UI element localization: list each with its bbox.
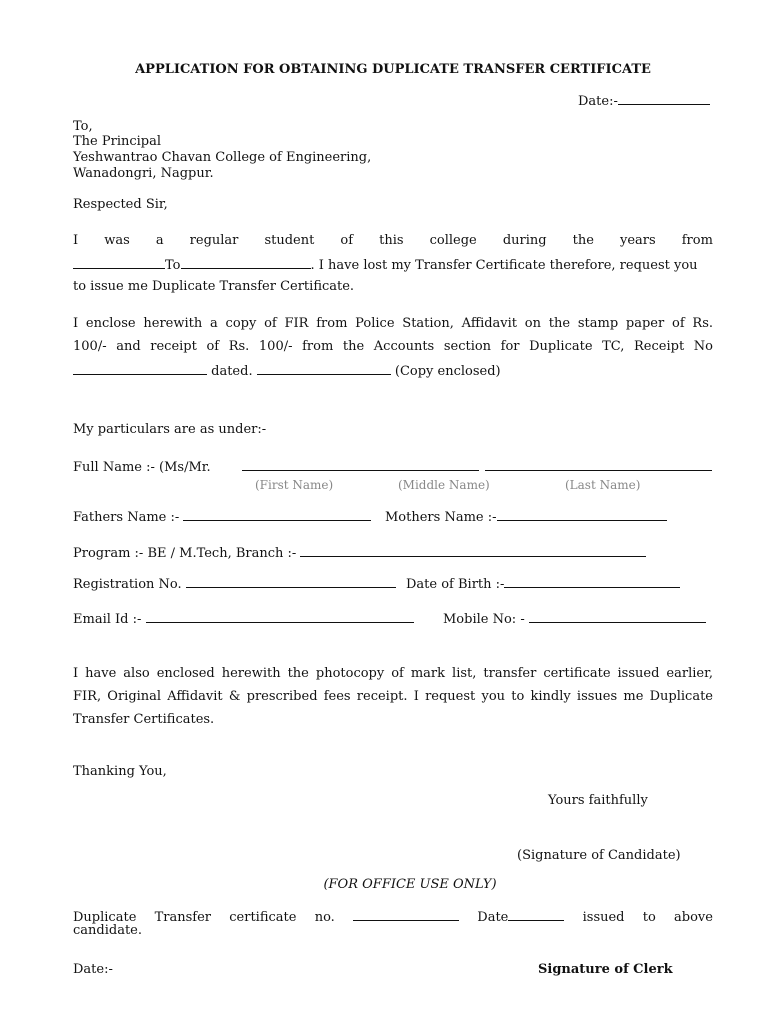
address-line-3: Wanadongri, Nagpur.	[73, 166, 214, 181]
office-date-group	[477, 908, 564, 926]
date-label: Date:-	[578, 94, 618, 109]
para1-line3: to issue me Duplicate Transfer Certificate.	[73, 279, 355, 294]
date-blank[interactable]	[618, 92, 710, 105]
fathers-name-blank[interactable]	[183, 508, 371, 521]
para1-line2-text: . I have lost my Transfer Certificate therefore, request you	[310, 258, 698, 273]
para1-word: during	[502, 233, 547, 248]
registration-row	[73, 575, 396, 593]
office-line2: candidate.	[73, 923, 143, 938]
receipt-no-blank[interactable]	[73, 362, 207, 375]
signature-of-candidate: (Signature of Candidate)	[517, 848, 681, 863]
office-use-heading: (FOR OFFICE USE ONLY)	[323, 877, 497, 892]
email-label: Email Id :-	[73, 612, 142, 627]
middle-name-hint: (Middle Name)	[398, 478, 490, 492]
dob-row	[406, 575, 680, 593]
first-name-hint: (First Name)	[255, 478, 334, 492]
office-word: Duplicate	[73, 910, 137, 925]
mobile-label: Mobile No: -	[443, 612, 525, 627]
fathers-name-label: Fathers Name :-	[73, 510, 180, 525]
para1-line1	[73, 233, 713, 249]
mobile-row	[443, 610, 706, 628]
office-date-word: Date	[477, 910, 509, 925]
particulars-heading: My particulars are as under:-	[73, 422, 267, 437]
office-word: Transfer	[154, 910, 212, 925]
para3-line3: Transfer Certificates.	[73, 712, 215, 727]
office-word: issued	[582, 910, 625, 925]
office-line1	[73, 908, 713, 926]
para1-word: this	[379, 233, 404, 248]
signature-of-clerk: Signature of Clerk	[538, 962, 673, 977]
para2-line1: I enclose herewith a copy of FIR from Police Station, Affidavit on the stamp paper of Rs.	[73, 316, 713, 331]
office-word: above	[674, 910, 713, 925]
address-line-1: The Principal	[73, 134, 162, 149]
full-name-label: Full Name :- (Ms/Mr.	[73, 460, 211, 475]
last-name-hint: (Last Name)	[565, 478, 641, 492]
registration-blank[interactable]	[186, 575, 396, 588]
to-word: To	[165, 258, 181, 273]
mothers-name-row	[385, 508, 667, 526]
yours-faithfully: Yours faithfully	[548, 793, 648, 808]
office-date-label: Date:-	[73, 962, 113, 977]
mothers-name-blank[interactable]	[497, 508, 667, 521]
email-row	[73, 610, 414, 628]
dated-label: dated.	[211, 364, 253, 379]
dob-label: Date of Birth :-	[406, 577, 505, 592]
para2-line3	[73, 362, 501, 380]
mobile-blank[interactable]	[529, 610, 706, 623]
dob-blank[interactable]	[504, 575, 680, 588]
receipt-date-blank[interactable]	[257, 362, 391, 375]
para3-line2: FIR, Original Affidavit & prescribed fees receipt. I request you to kindly issues me Duplicate	[73, 689, 713, 704]
para1-word: the	[572, 233, 594, 248]
para1-word: regular	[189, 233, 239, 248]
salutation: Respected Sir,	[73, 197, 168, 212]
para1-word: of	[340, 233, 354, 248]
office-word: certificate	[229, 910, 297, 925]
year-from-blank[interactable]	[73, 256, 165, 269]
certificate-no-blank[interactable]	[353, 908, 459, 921]
para1-word: student	[264, 233, 315, 248]
para1-word: years	[620, 233, 656, 248]
para1-word: a	[155, 233, 164, 248]
branch-blank[interactable]	[300, 544, 646, 557]
thanking-you: Thanking You,	[73, 764, 167, 779]
para2-line2: 100/- and receipt of Rs. 100/- from the Accounts section for Duplicate TC, Receipt No	[73, 339, 713, 354]
program-label: Program :- BE / M.Tech, Branch :-	[73, 546, 297, 561]
para1-word: college	[429, 233, 477, 248]
address-line-2: Yeshwantrao Chavan College of Engineering,	[73, 150, 372, 165]
mothers-name-label: Mothers Name :-	[385, 510, 497, 525]
office-word: to	[642, 910, 656, 925]
first-middle-name-blank[interactable]	[242, 458, 479, 471]
last-name-blank[interactable]	[485, 458, 712, 471]
address-to: To,	[73, 119, 93, 134]
copy-enclosed-text: (Copy enclosed)	[394, 364, 501, 379]
para1-word: I	[73, 233, 79, 248]
registration-label: Registration No.	[73, 577, 182, 592]
document-title: APPLICATION FOR OBTAINING DUPLICATE TRANSFER CERTIFICATE	[135, 62, 651, 77]
para1-line2	[73, 256, 698, 274]
para1-word: from	[681, 233, 713, 248]
para3-line1: I have also enclosed herewith the photocopy of mark list, transfer certificate issued earlier,	[73, 666, 713, 681]
full-name-row	[73, 460, 211, 476]
program-row	[73, 544, 646, 562]
para1-word: was	[104, 233, 130, 248]
office-word: no.	[314, 910, 335, 925]
fathers-name-row	[73, 508, 371, 526]
year-to-blank[interactable]	[181, 256, 311, 269]
date-field	[578, 92, 710, 110]
office-date-blank[interactable]	[508, 908, 564, 921]
email-blank[interactable]	[146, 610, 414, 623]
